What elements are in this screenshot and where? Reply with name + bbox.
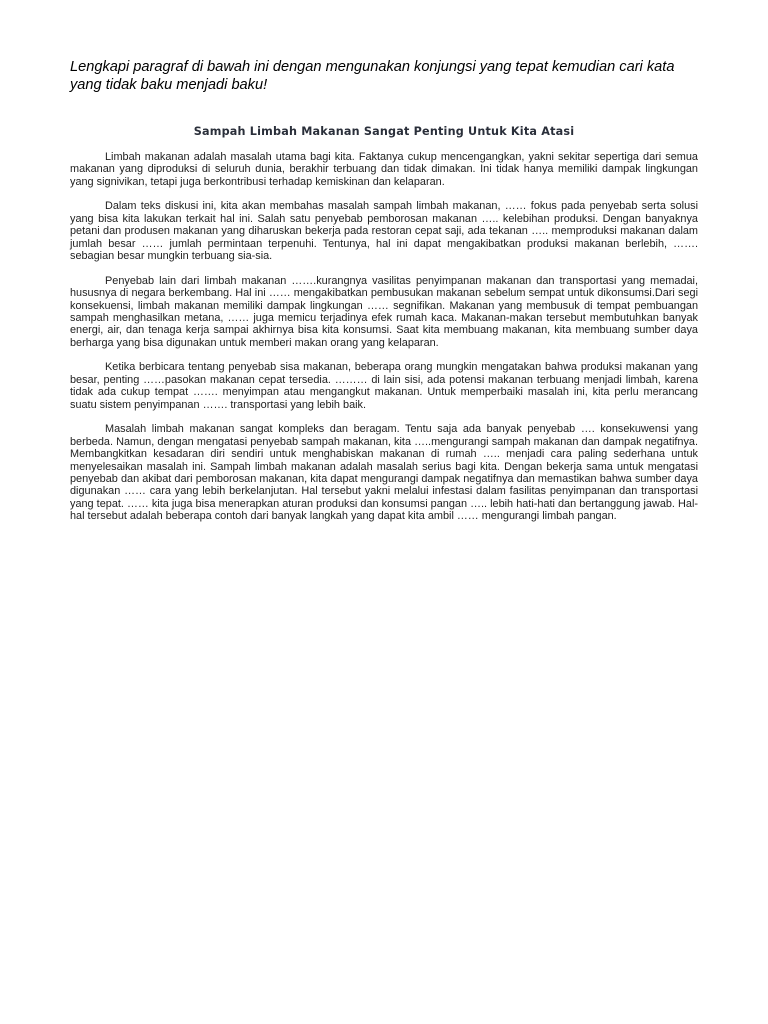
- document-title: Sampah Limbah Makanan Sangat Penting Untuk Kita Atasi: [193, 125, 575, 138]
- paragraph-3: Penyebab lain dari limbah makanan …….kurangnya vasilitas penyimpanan makanan dan transportasi yang memadai, hususnya di negara berkembang. Hal ini …… mengakibatkan pembusukan makanan sebelum sempat untuk dikonsumsi.Dari segi konsekuensi, limbah makanan memiliki dampak lingkungan …… segnifikan. Makanan yang membusuk di tempat pembuangan sampah menghasilkan metana, …… juga memicu terjadinya efek rumah kaca. Makanan-makan tersebut membutuhkan banyak energi, air, dan tenaga kerja sampai akhirnya bisa kita konsumsi. Saat kita membuang makanan, kita membuang sumber daya berharga yang bisa digunakan untuk memberi makan orang yang kelaparan.: [70, 274, 698, 349]
- paragraph-2: Dalam teks diskusi ini, kita akan membahas masalah sampah limbah makanan, …… fokus pada penyebab serta solusi yang bisa kita lakukan terkait hal ini. Salah satu penyebab pemborosan makanan ….. kelebihan produksi. Dengan banyaknya petani dan produsen makanan yang diharuskan bekerja pada restoran cepat saji, ada tekanan ….. memproduksi makanan dalam jumlah besar …… jumlah permintaan terpenuhi. Tentunya, hal ini dapat mengakibatkan produksi makanan berlebih, ……. sebagian besar mungkin terbuang sia-sia.: [70, 200, 698, 263]
- paragraph-5: Masalah limbah makanan sangat kompleks dan beragam. Tentu saja ada banyak penyebab …. konsekuwensi yang berbeda. Namun, dengan mengatasi penyebab sampah makanan, kita …..mengurangi sampah makanan dan dampak negatifnya. Membangkitkan kesadaran diri sendiri untuk menghabiskan makanan di rumah ….. menjadi cara paling sederhana untuk menyelesaikan masalah ini. Sampah limbah makanan adalah masalah serius bagi kita. Dengan bekerja sama untuk mengatasi penyebab dan akibat dari pemborosan makanan, kita dapat mengurangi dampak negatifnya dan memastikan bahwa sumber daya digunakan …… cara yang lebih berkelanjutan. Hal tersebut yakni melalui infestasi dalam fasilitas penyimpanan dan transportasi yang tepat. …… kita juga bisa menerapkan aturan produksi dan konsumsi pangan ….. lebih hati-hati dan bertanggung jawab. Hal-hal tersebut adalah beberapa contoh dari banyak langkah yang dapat kita ambil …… mengurangi limbah pangan.: [70, 423, 698, 523]
- paragraph-4: Ketika berbicara tentang penyebab sisa makanan, beberapa orang mungkin mengatakan bahwa produksi makanan yang besar, penting ……pasokan makanan cepat tersedia. ……… di lain sisi, ada potensi makanan terbuang menjadi limbah, karena tidak ada cukup tempat ……. menyimpan atau mengangkut makanan. Untuk memperbaiki masalah ini, kita perlu merancang suatu sistem penyimpanan ……. transportasi yang lebih baik.: [70, 361, 698, 411]
- document-body: [70, 151, 698, 535]
- paragraph-1: Limbah makanan adalah masalah utama bagi kita. Faktanya cukup mencengangkan, yakni sekitar sepertiga dari semua makanan yang diproduksi di seluruh dunia, berakhir terbuang dan tidak dimakan. Ini tidak hanya memiliki dampak lingkungan yang signivikan, tetapi juga berkontribusi terhadap kemiskinan dan kelaparan.: [70, 151, 698, 188]
- instruction-text: Lengkapi paragraf di bawah ini dengan mengunakan konjungsi yang tepat kemudian cari kata yang tidak baku menjadi baku!: [70, 59, 675, 93]
